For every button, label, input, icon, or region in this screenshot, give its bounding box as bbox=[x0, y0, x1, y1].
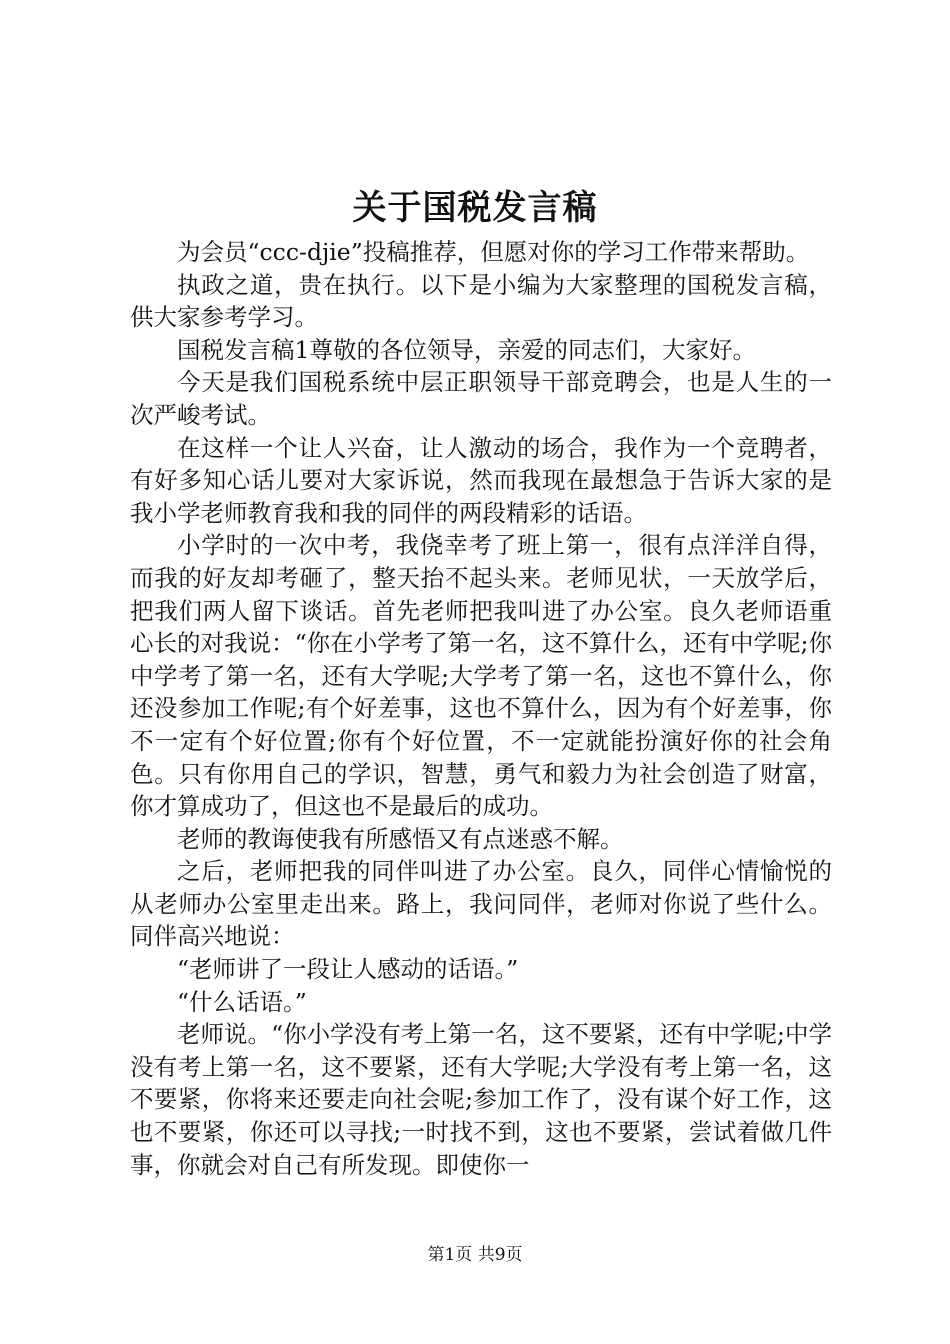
paragraph: 小学时的一次中考，我侥幸考了班上第一，很有点洋洋自得，而我的好友却考砸了，整天抬不起头来。老师见状，一天放学后，把我们两人留下谈话。首先老师把我叫进了办公室。良久老师语重心长的对我说：“你在小学考了第一名，这不算什么，还有中学呢;你中学考了第一名，还有大学呢;大学考了第一名，这也不算什么，你还没参加工作呢;有个好差事，这也不算什么，因为有个好差事，你不一定有个好位置;你有个好位置，不一定就能扮演好你的社会角色。只有你用自己的学识，智慧，勇气和毅力为社会创造了财富，你才算成功了，但这也不是最后的成功。 bbox=[130, 531, 832, 821]
document-title: 关于国税发言稿 bbox=[352, 188, 598, 228]
paragraph: 在这样一个让人兴奋，让人激动的场合，我作为一个竞聘者，有好多知心话儿要对大家诉说，然而我现在最想急于告诉大家的是我小学老师教育我和我的同伴的两段精彩的话语。 bbox=[130, 433, 832, 527]
paragraph: 国税发言稿1尊敬的各位领导，亲爱的同志们，大家好。 bbox=[177, 335, 756, 364]
paragraph: “什么话语。” bbox=[177, 987, 307, 1016]
paragraph: 为会员“ccc-djie”投稿推荐，但愿对你的学习工作带来帮助。 bbox=[177, 238, 810, 266]
paragraph: “老师讲了一段让人感动的话语。” bbox=[177, 955, 519, 984]
paragraph: 之后，老师把我的同伴叫进了办公室。良久，同伴心情愉悦的从老师办公室里走出来。路上，我问同伴，老师对你说了些什么。同伴高兴地说： bbox=[130, 857, 832, 951]
paragraph: 执政之道，贵在执行。以下是小编为大家整理的国税发言稿，供大家参考学习。 bbox=[130, 270, 832, 332]
paragraph: 老师的教诲使我有所感悟又有点迷惑不解。 bbox=[177, 824, 624, 853]
document-body bbox=[130, 236, 832, 1181]
paragraph: 今天是我们国税系统中层正职领导干部竞聘会，也是人生的一次严峻考试。 bbox=[130, 368, 832, 429]
page-number-footer: 第1页 共9页 bbox=[427, 1245, 523, 1265]
paragraph: 老师说。“你小学没有考上第一名，这不要紧，还有中学呢;中学没有考上第一名，这不要紧，还有大学呢;大学没有考上第一名，这不要紧，你将来还要走向社会呢;参加工作了，没有谋个好工作，这也不要紧，你还可以寻找;一时找不到，这也不要紧，尝试着做几件事，你就会对自己有所发现。即使你一 bbox=[130, 1020, 832, 1179]
